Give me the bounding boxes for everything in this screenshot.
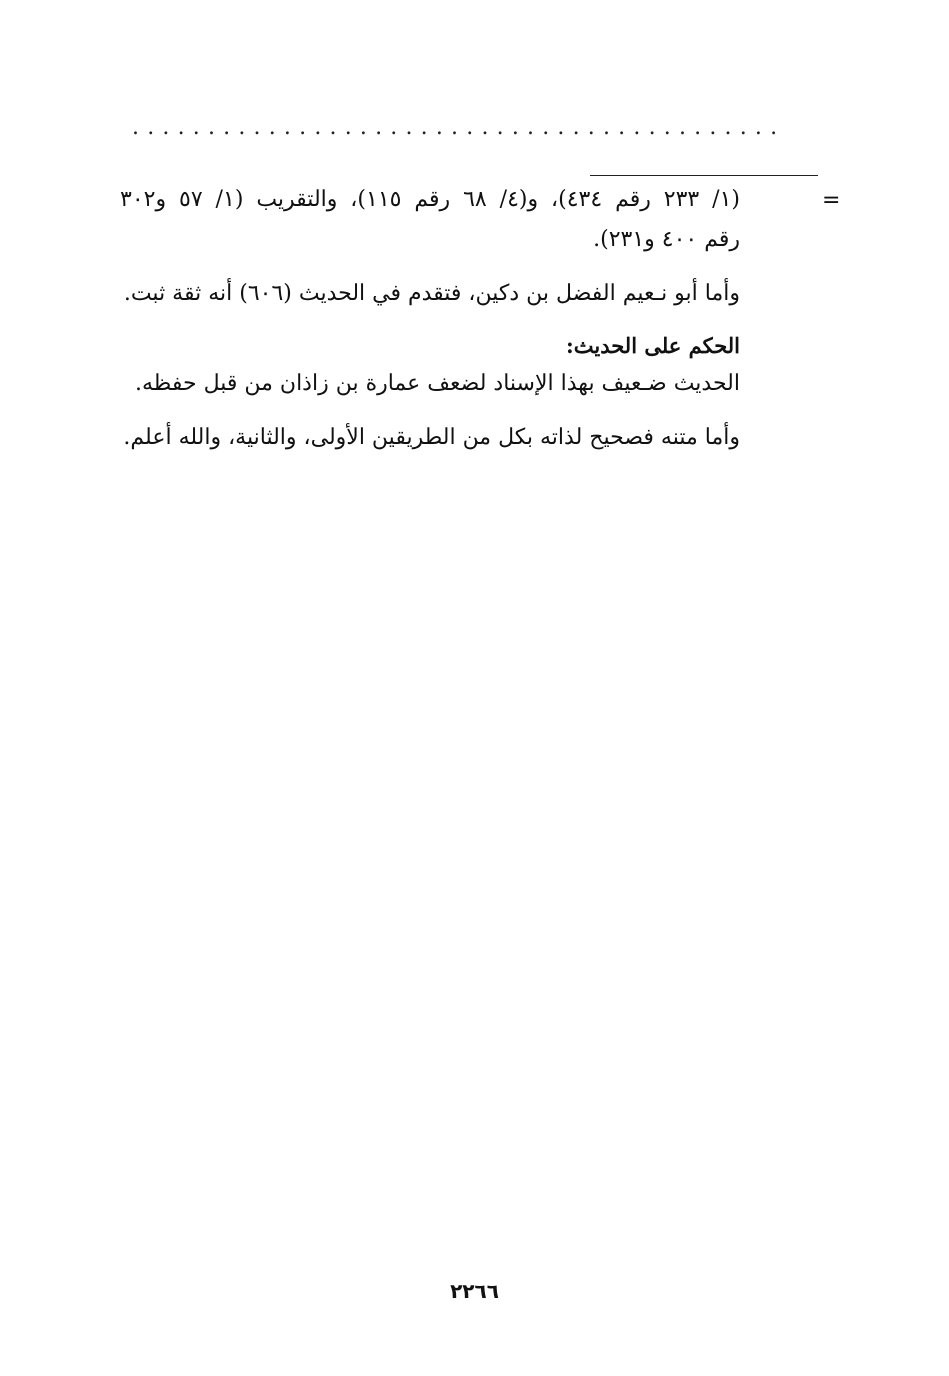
closing-text: وأما متنه فصحيح لذاته بكل من الطريقين الأولى، والثانية، والله أعلم. <box>123 425 740 450</box>
footnote-divider <box>590 175 818 176</box>
footnote-line-1: (١/ ٢٣٣ رقم ٤٣٤)، و(٤/ ٦٨ رقم ١١٥)، والتقريب (١/ ٥٧ و٣٠٢ <box>120 187 740 212</box>
narrator-note: وأما أبو نـعيم الفضل بن دكين، فتقدم في الحديث (٦٠٦) أنه ثقة ثبت. <box>123 281 740 306</box>
ruling-heading: الحكم على الحديث: <box>566 333 740 358</box>
footnote-line-2: رقم ٤٠٠ و٢٣١). <box>593 227 740 252</box>
page-number: ٢٢٦٦ <box>450 1279 499 1303</box>
dotted-separator: ........................................... <box>132 118 786 138</box>
ruling-text: الحديث ضـعيف بهذا الإسناد لضعف عمارة بن زاذان من قبل حفظه. <box>135 371 740 396</box>
continuation-mark: = <box>822 188 841 213</box>
